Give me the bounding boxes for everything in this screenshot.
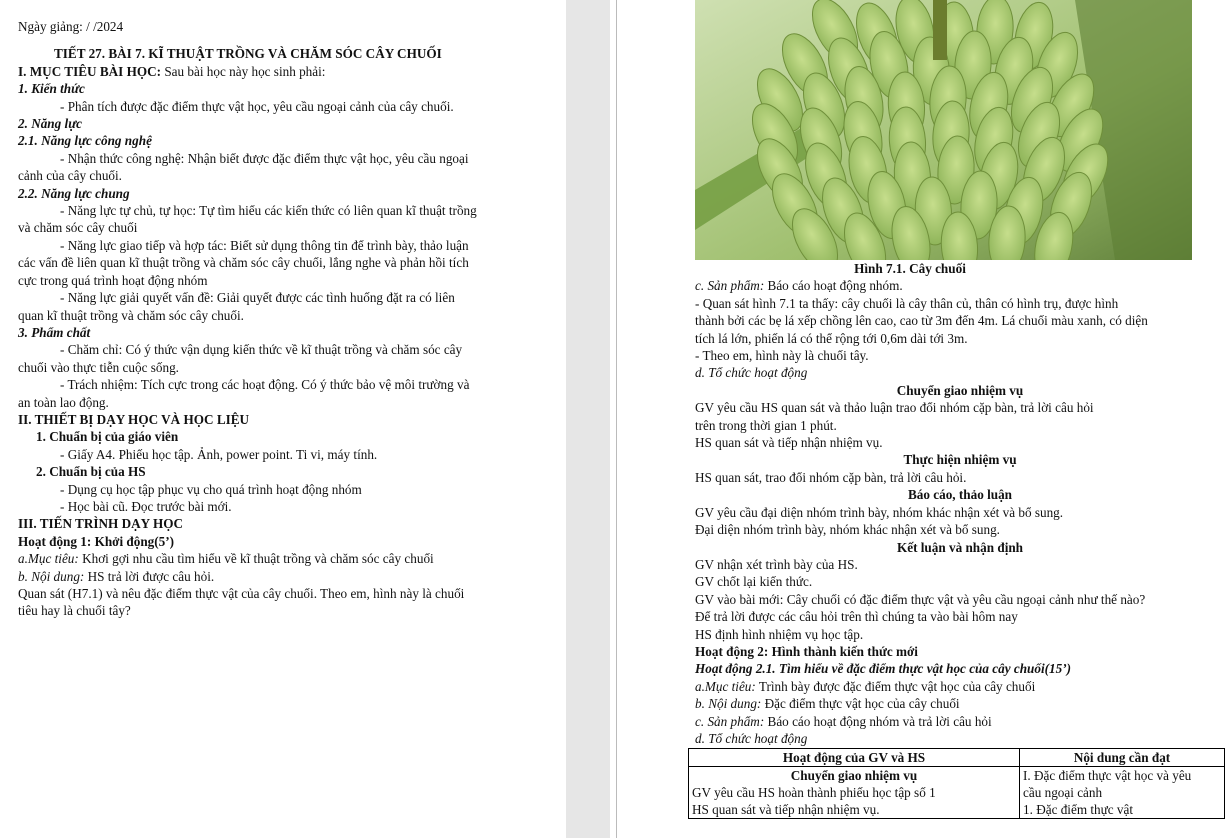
- paragraph: Quan sát (H7.1) và nêu đặc điểm thực vật của cây chuối. Theo em, hình này là chuối: [18, 586, 465, 601]
- activity-table: [688, 748, 1225, 819]
- paragraph: GV yêu cầu đại diện nhóm trình bày, nhóm khác nhận xét và bổ sung.: [695, 504, 1064, 520]
- paragraph: các vấn đề liên quan kĩ thuật trồng và chăm sóc cây chuối, lắng nghe và phản hồi tích: [18, 255, 469, 271]
- cell-line: cầu ngoại cảnh: [1023, 785, 1103, 800]
- to-chuc-label: d. Tổ chức hoạt động: [695, 365, 808, 381]
- paragraph: an toàn lao động.: [18, 394, 109, 410]
- paragraph: cực trong quá trình hoạt động nhóm: [18, 272, 208, 288]
- cell-line: I. Đặc điểm thực vật học và yêu: [1023, 768, 1192, 783]
- document-page-2: [610, 0, 1228, 838]
- paragraph: GV nhận xét trình bày của HS.: [695, 556, 858, 572]
- san-pham-line: c. Sản phẩm: Báo cáo hoạt động nhóm.: [695, 278, 903, 294]
- cell-line: 1. Đặc điểm thực vật: [1023, 802, 1134, 817]
- noi-dung-line: b. Nội dung: HS trả lời được câu hỏi.: [18, 568, 215, 584]
- table-header-content: Nội dung cần đạt: [1020, 749, 1225, 767]
- table-cell-activity: [689, 767, 1020, 819]
- paragraph: - Dụng cụ học tập phục vụ cho quá trình hoạt động nhóm: [60, 481, 362, 497]
- paragraph: - Giấy A4. Phiếu học tập. Ảnh, power point. Ti vi, máy tính.: [60, 446, 378, 462]
- heading-kien-thuc: 1. Kiến thức: [18, 81, 85, 97]
- paragraph: GV yêu cầu HS quan sát và thảo luận trao đổi nhóm cặp bàn, trả lời câu hỏi: [695, 400, 1094, 416]
- paragraph: Đại diện nhóm trình bày, nhóm khác nhận xét và bổ sung.: [695, 522, 1000, 538]
- paragraph: chuối vào thực tiễn cuộc sống.: [18, 359, 179, 375]
- page-margin-line: [610, 0, 617, 838]
- heading-ket-luan: Kết luận và nhận định: [896, 539, 1024, 555]
- heading-bao-cao: Báo cáo, thảo luận: [907, 487, 1013, 503]
- paragraph: - Quan sát hình 7.1 ta thấy: cây chuối là cây thân củ, thân có hình trụ, được hình: [695, 295, 1119, 311]
- paragraph: - Năng lực giải quyết vấn đề: Giải quyết được các tình huống đặt ra có liên: [60, 290, 455, 306]
- noi-dung-line: b. Nội dung: Đặc điểm thực vật học của cây chuối: [695, 696, 960, 712]
- paragraph: - Theo em, hình này là chuối tây.: [695, 348, 869, 364]
- paragraph: - Năng lực giao tiếp và hợp tác: Biết sử dụng thông tin để trình bày, thảo luận: [60, 237, 469, 253]
- section-3-heading: III. TIẾN TRÌNH DẠY HỌC: [18, 516, 184, 532]
- heading-thuc-hien: Thực hiện nhiệm vụ: [903, 452, 1017, 468]
- document-page-1: [0, 0, 566, 838]
- to-chuc-label: d. Tổ chức hoạt động: [695, 730, 808, 746]
- muc-tieu-line: a.Mục tiêu: Khơi gợi nhu cầu tìm hiểu về kĩ thuật trồng và chăm sóc cây chuối: [18, 551, 434, 567]
- paragraph: trên trong thời gian 1 phút.: [695, 417, 837, 433]
- paragraph: HS quan sát, trao đổi nhóm cặp bàn, trả lời câu hỏi.: [695, 469, 967, 485]
- heading-chuan-bi-hs: 2. Chuẩn bị của HS: [36, 464, 146, 480]
- heading-chuan-bi-gv: 1. Chuẩn bị của giáo viên: [36, 429, 179, 445]
- banana-bunch-image: [695, 0, 1192, 260]
- heading-nang-luc-cong-nghe: 2.1. Năng lực công nghệ: [18, 133, 152, 149]
- lesson-title: TIẾT 27. BÀI 7. KĨ THUẬT TRỒNG VÀ CHĂM SÓC CÂY CHUỐI: [54, 46, 442, 62]
- paragraph: quan kĩ thuật trồng và chăm sóc cây chuối.: [18, 307, 244, 323]
- heading-hoat-dong-2: Hoạt động 2: Hình thành kiến thức mới: [695, 643, 918, 659]
- paragraph: và chăm sóc cây chuối: [18, 220, 138, 236]
- heading-nang-luc-chung: 2.2. Năng lực chung: [18, 185, 130, 201]
- table-row: [689, 767, 1225, 819]
- paragraph: HS định hình nhiệm vụ học tập.: [695, 626, 864, 642]
- paragraph: GV chốt lại kiến thức.: [695, 574, 813, 590]
- heading-nang-luc: 2. Năng lực: [18, 116, 82, 132]
- heading-chuyen-giao: Chuyển giao nhiệm vụ: [896, 382, 1024, 398]
- cell-line: HS quan sát và tiếp nhận nhiệm vụ.: [692, 802, 880, 817]
- paragraph: - Chăm chỉ: Có ý thức vận dụng kiến thức về kĩ thuật trồng và chăm sóc cây: [60, 342, 463, 358]
- paragraph: - Phân tích được đặc điểm thực vật học, yêu cầu ngoại cảnh của cây chuối.: [60, 98, 454, 114]
- cell-heading: Chuyển giao nhiệm vụ: [790, 768, 918, 783]
- paragraph: GV vào bài mới: Cây chuối có đặc điểm thực vật và yêu cầu ngoại cảnh như thế nào?: [695, 591, 1146, 607]
- paragraph: tiêu hay là chuối tây?: [18, 603, 131, 619]
- section-1-heading: I. MỤC TIÊU BÀI HỌC: Sau bài học này học sinh phải:: [18, 63, 326, 79]
- muc-tieu-line: a.Mục tiêu: Trình bày được đặc điểm thực vật học của cây chuối: [695, 678, 1036, 694]
- paragraph: - Năng lực tự chủ, tự học: Tự tìm hiểu các kiến thức có liên quan kĩ thuật trồng: [60, 203, 477, 219]
- san-pham-line: c. Sản phẩm: Báo cáo hoạt động nhóm và trả lời câu hỏi: [695, 713, 992, 729]
- heading-hoat-dong-2-1: Hoạt động 2.1. Tìm hiểu về đặc điểm thực vật học của cây chuối(15’): [695, 661, 1072, 677]
- paragraph: cảnh của cây chuối.: [18, 168, 122, 184]
- date-line: Ngày giảng: / /2024: [18, 19, 124, 34]
- figure-caption: Hình 7.1. Cây chuối: [854, 261, 966, 276]
- table-cell-content: [1020, 767, 1225, 819]
- cell-line: GV yêu cầu HS hoàn thành phiếu học tập số 1: [692, 785, 936, 800]
- heading-pham-chat: 3. Phẩm chất: [18, 324, 91, 340]
- paragraph: thành bởi các bẹ lá xếp chồng lên cao, cao từ 3m đến 4m. Lá chuối màu xanh, có diện: [695, 313, 1148, 329]
- paragraph: - Trách nhiệm: Tích cực trong các hoạt động. Có ý thức bảo vệ môi trường và: [60, 377, 470, 393]
- paragraph: Để trả lời được các câu hỏi trên thì chúng ta vào bài hôm nay: [695, 609, 1018, 625]
- paragraph: tích lá lớn, phiến lá có thể rộng tới 0,6m dài tới 3m.: [695, 330, 968, 346]
- paragraph: - Nhận thức công nghệ: Nhận biết được đặc điểm thực vật học, yêu cầu ngoại: [60, 150, 469, 166]
- heading-hoat-dong-1: Hoạt động 1: Khởi động(5’): [18, 533, 175, 549]
- table-header-activity: Hoạt động của GV và HS: [689, 749, 1020, 767]
- section-2-heading: II. THIẾT BỊ DẠY HỌC VÀ HỌC LIỆU: [18, 411, 250, 427]
- paragraph: - Học bài cũ. Đọc trước bài mới.: [60, 498, 232, 514]
- paragraph: HS quan sát và tiếp nhận nhiệm vụ.: [695, 435, 883, 451]
